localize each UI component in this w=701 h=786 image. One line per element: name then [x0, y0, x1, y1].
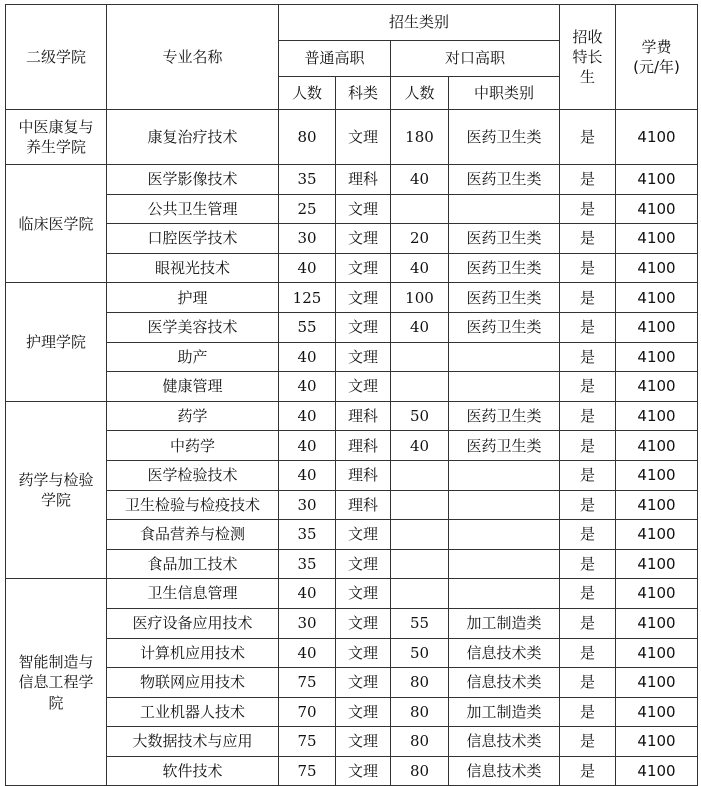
major-name: 卫生检验与检疫技术 [107, 490, 279, 520]
major-name: 食品营养与检测 [107, 520, 279, 550]
vocational-category: 信息技术类 [449, 756, 560, 786]
enrollment-table [5, 4, 698, 786]
major-name: 助产 [107, 342, 279, 372]
specialty-flag: 是 [560, 756, 616, 786]
specialty-flag: 是 [560, 165, 616, 195]
header-voc-category: 中职类别 [449, 77, 560, 110]
major-name: 康复治疗技术 [107, 110, 279, 165]
college-name-line: 院 [48, 693, 64, 712]
header-specialty [560, 5, 616, 110]
vocational-count: 20 [391, 224, 449, 254]
regular-subject: 文理 [336, 608, 391, 638]
vocational-category [449, 460, 560, 490]
regular-subject: 文理 [336, 194, 391, 224]
vocational-category: 信息技术类 [449, 638, 560, 668]
specialty-flag: 是 [560, 372, 616, 402]
table-row [6, 756, 698, 786]
tuition-fee: 4100 [616, 110, 698, 165]
major-name: 公共卫生管理 [107, 194, 279, 224]
regular-subject: 文理 [336, 110, 391, 165]
table-row [6, 697, 698, 727]
table-row [6, 520, 698, 550]
tuition-fee: 4100 [616, 431, 698, 461]
vocational-category: 医药卫生类 [449, 165, 560, 195]
specialty-flag: 是 [560, 224, 616, 254]
header-vocational: 对口高职 [391, 41, 560, 77]
header-count: 人数 [279, 77, 336, 110]
tuition-fee: 4100 [616, 312, 698, 342]
table-row [6, 194, 698, 224]
table-row [6, 431, 698, 461]
regular-count: 40 [279, 372, 336, 402]
tuition-fee: 4100 [616, 668, 698, 698]
specialty-flag: 是 [560, 110, 616, 165]
vocational-category [449, 342, 560, 372]
regular-count: 35 [279, 549, 336, 579]
college-name-line: 信息工程学 [18, 673, 94, 692]
header-specialty-line3: 生 [580, 68, 596, 87]
regular-subject: 理科 [336, 490, 391, 520]
tuition-fee: 4100 [616, 697, 698, 727]
vocational-count [391, 549, 449, 579]
header-major: 专业名称 [107, 5, 279, 110]
vocational-category: 加工制造类 [449, 697, 560, 727]
regular-subject: 文理 [336, 697, 391, 727]
vocational-category: 医药卫生类 [449, 283, 560, 313]
vocational-count [391, 460, 449, 490]
major-name: 软件技术 [107, 756, 279, 786]
specialty-flag: 是 [560, 549, 616, 579]
header-regular: 普通高职 [279, 41, 391, 77]
vocational-count: 180 [391, 110, 449, 165]
regular-subject: 文理 [336, 549, 391, 579]
table-row [6, 460, 698, 490]
vocational-count: 80 [391, 668, 449, 698]
vocational-category: 医药卫生类 [449, 253, 560, 283]
vocational-count: 40 [391, 253, 449, 283]
regular-count: 75 [279, 727, 336, 757]
college-name-line: 养生学院 [25, 138, 86, 156]
tuition-fee: 4100 [616, 224, 698, 254]
major-name: 物联网应用技术 [107, 668, 279, 698]
regular-subject: 文理 [336, 638, 391, 668]
header-fee-line2: (元/年) [633, 58, 680, 76]
regular-count: 80 [279, 110, 336, 165]
vocational-count [391, 490, 449, 520]
specialty-flag: 是 [560, 608, 616, 638]
vocational-count [391, 520, 449, 550]
major-name: 食品加工技术 [107, 549, 279, 579]
major-name: 健康管理 [107, 372, 279, 402]
major-name: 计算机应用技术 [107, 638, 279, 668]
table-row [6, 165, 698, 195]
specialty-flag: 是 [560, 460, 616, 490]
vocational-category: 加工制造类 [449, 608, 560, 638]
regular-count: 30 [279, 608, 336, 638]
header-enroll-type: 招生类别 [279, 5, 560, 41]
regular-count: 40 [279, 401, 336, 431]
tuition-fee: 4100 [616, 283, 698, 313]
table-row [6, 283, 698, 313]
college-name [6, 579, 107, 786]
vocational-count [391, 342, 449, 372]
regular-count: 70 [279, 697, 336, 727]
vocational-category [449, 490, 560, 520]
specialty-flag: 是 [560, 490, 616, 520]
major-name: 医学影像技术 [107, 165, 279, 195]
specialty-flag: 是 [560, 342, 616, 372]
vocational-category: 信息技术类 [449, 727, 560, 757]
major-name: 医学美容技术 [107, 312, 279, 342]
vocational-count: 80 [391, 697, 449, 727]
college-name-line: 中医康复与 [18, 117, 94, 136]
specialty-flag: 是 [560, 253, 616, 283]
regular-subject: 文理 [336, 727, 391, 757]
vocational-count [391, 579, 449, 609]
regular-count: 40 [279, 638, 336, 668]
college-name [6, 165, 107, 283]
regular-subject: 文理 [336, 253, 391, 283]
header-fee-line1: 学费 [641, 37, 672, 56]
regular-subject: 文理 [336, 579, 391, 609]
header-specialty-line1: 招收 [572, 27, 603, 46]
major-name: 工业机器人技术 [107, 697, 279, 727]
regular-subject: 理科 [336, 431, 391, 461]
major-name: 大数据技术与应用 [107, 727, 279, 757]
regular-count: 75 [279, 668, 336, 698]
regular-subject: 文理 [336, 668, 391, 698]
regular-count: 35 [279, 165, 336, 195]
table-row [6, 549, 698, 579]
regular-count: 40 [279, 342, 336, 372]
regular-count: 40 [279, 431, 336, 461]
major-name: 中药学 [107, 431, 279, 461]
table-row [6, 110, 698, 165]
tuition-fee: 4100 [616, 549, 698, 579]
table-row [6, 668, 698, 698]
vocational-count: 40 [391, 165, 449, 195]
college-name-line: 学院 [40, 491, 71, 510]
regular-subject: 文理 [336, 520, 391, 550]
specialty-flag: 是 [560, 312, 616, 342]
specialty-flag: 是 [560, 194, 616, 224]
vocational-count: 55 [391, 608, 449, 638]
major-name: 医疗设备应用技术 [107, 608, 279, 638]
header-subject: 科类 [336, 77, 391, 110]
table-body [6, 110, 698, 786]
regular-count: 125 [279, 283, 336, 313]
specialty-flag: 是 [560, 727, 616, 757]
table-row [6, 312, 698, 342]
vocational-category: 医药卫生类 [449, 431, 560, 461]
header-fee [616, 5, 698, 110]
tuition-fee: 4100 [616, 401, 698, 431]
specialty-flag: 是 [560, 283, 616, 313]
table-row [6, 342, 698, 372]
major-name: 卫生信息管理 [107, 579, 279, 609]
regular-subject: 文理 [336, 312, 391, 342]
vocational-category [449, 579, 560, 609]
regular-subject: 理科 [336, 460, 391, 490]
major-name: 口腔医学技术 [107, 224, 279, 254]
regular-subject: 理科 [336, 401, 391, 431]
specialty-flag: 是 [560, 431, 616, 461]
vocational-count: 40 [391, 431, 449, 461]
vocational-category: 信息技术类 [449, 668, 560, 698]
college-name-line: 临床医学院 [18, 214, 94, 233]
table-row [6, 727, 698, 757]
regular-count: 40 [279, 579, 336, 609]
college-name [6, 401, 107, 579]
tuition-fee: 4100 [616, 520, 698, 550]
regular-count: 35 [279, 520, 336, 550]
vocational-count: 50 [391, 638, 449, 668]
table-row [6, 253, 698, 283]
regular-subject: 文理 [336, 224, 391, 254]
table-row [6, 490, 698, 520]
vocational-count: 100 [391, 283, 449, 313]
regular-count: 25 [279, 194, 336, 224]
specialty-flag: 是 [560, 668, 616, 698]
table-row [6, 372, 698, 402]
vocational-count [391, 194, 449, 224]
vocational-category [449, 372, 560, 402]
specialty-flag: 是 [560, 401, 616, 431]
header-college: 二级学院 [6, 5, 107, 110]
vocational-count: 80 [391, 727, 449, 757]
college-name [6, 283, 107, 401]
tuition-fee: 4100 [616, 165, 698, 195]
specialty-flag: 是 [560, 579, 616, 609]
tuition-fee: 4100 [616, 756, 698, 786]
regular-subject: 文理 [336, 372, 391, 402]
vocational-category [449, 520, 560, 550]
tuition-fee: 4100 [616, 460, 698, 490]
regular-subject: 文理 [336, 756, 391, 786]
vocational-category: 医药卫生类 [449, 110, 560, 165]
vocational-category: 医药卫生类 [449, 224, 560, 254]
tuition-fee: 4100 [616, 727, 698, 757]
specialty-flag: 是 [560, 697, 616, 727]
vocational-category: 医药卫生类 [449, 401, 560, 431]
table-row [6, 608, 698, 638]
vocational-category [449, 549, 560, 579]
header-specialty-line2: 特长 [572, 47, 603, 66]
vocational-count [391, 372, 449, 402]
major-name: 医学检验技术 [107, 460, 279, 490]
vocational-count: 50 [391, 401, 449, 431]
college-name [6, 110, 107, 165]
tuition-fee: 4100 [616, 342, 698, 372]
table-row [6, 638, 698, 668]
major-name: 眼视光技术 [107, 253, 279, 283]
tuition-fee: 4100 [616, 253, 698, 283]
table-row [6, 401, 698, 431]
vocational-category: 医药卫生类 [449, 312, 560, 342]
regular-count: 40 [279, 253, 336, 283]
college-name-line: 药学与检验 [18, 470, 94, 489]
tuition-fee: 4100 [616, 372, 698, 402]
tuition-fee: 4100 [616, 490, 698, 520]
regular-subject: 文理 [336, 283, 391, 313]
major-name: 药学 [107, 401, 279, 431]
tuition-fee: 4100 [616, 638, 698, 668]
college-name-line: 智能制造与 [18, 653, 94, 672]
regular-subject: 文理 [336, 342, 391, 372]
regular-count: 55 [279, 312, 336, 342]
regular-count: 30 [279, 490, 336, 520]
vocational-count: 80 [391, 756, 449, 786]
regular-count: 30 [279, 224, 336, 254]
table-row [6, 579, 698, 609]
vocational-category [449, 194, 560, 224]
specialty-flag: 是 [560, 638, 616, 668]
regular-count: 40 [279, 460, 336, 490]
major-name: 护理 [107, 283, 279, 313]
tuition-fee: 4100 [616, 194, 698, 224]
regular-count: 75 [279, 756, 336, 786]
table-row [6, 224, 698, 254]
college-name-line: 护理学院 [25, 332, 86, 351]
regular-subject: 理科 [336, 165, 391, 195]
tuition-fee: 4100 [616, 579, 698, 609]
header-voc-count: 人数 [391, 77, 449, 110]
vocational-count: 40 [391, 312, 449, 342]
tuition-fee: 4100 [616, 608, 698, 638]
specialty-flag: 是 [560, 520, 616, 550]
